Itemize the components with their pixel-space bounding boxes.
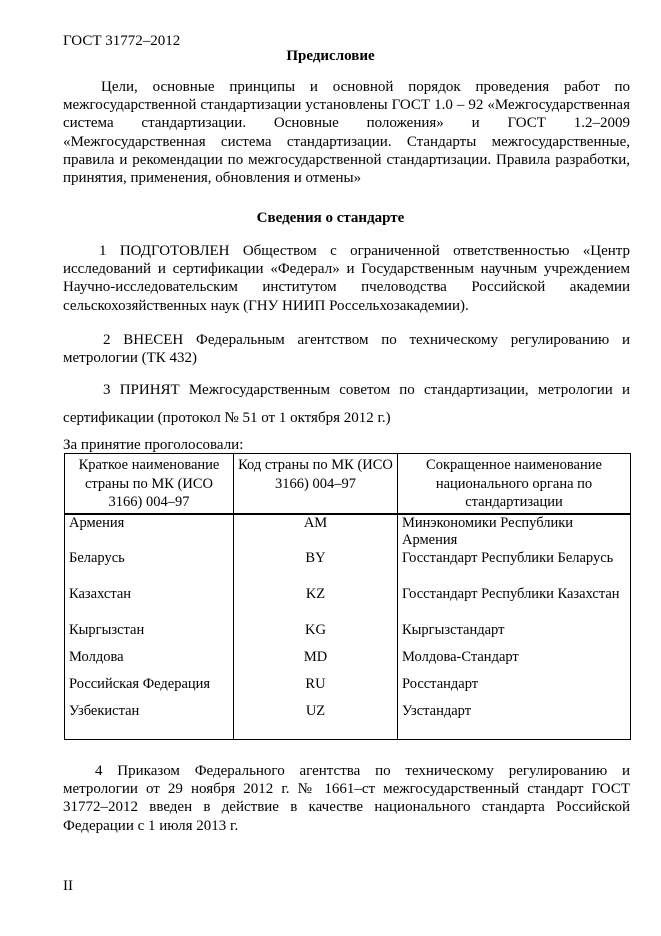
body-cell: Госстандарт Республики Беларусь <box>398 550 631 586</box>
table-row <box>65 550 631 586</box>
code-cell: UZ <box>234 703 398 740</box>
country-cell: Узбекистан <box>65 703 234 740</box>
info-item-1: 1 ПОДГОТОВЛЕН Обществом с ограниченной ответственностью «Центр исследований и сертификации «Федерал» и Государственным научным учреждением Научно-исследовательским институтом пчеловодства Российской академии сельскохозяйственных наук (ГНУ НИИП Россельхозакадемии). <box>63 243 630 314</box>
country-cell: Армения <box>65 514 234 550</box>
code-cell: AM <box>234 514 398 550</box>
code-cell: MD <box>234 649 398 676</box>
voted-label: За принятие проголосовали: <box>63 437 244 453</box>
page-number: II <box>63 878 73 894</box>
code-cell: BY <box>234 550 398 586</box>
body-cell: Росстандарт <box>398 676 631 703</box>
preface-title: Предисловие <box>286 48 375 64</box>
country-cell: Российская Федерация <box>65 676 234 703</box>
body-cell: Кыргызстандарт <box>398 622 631 649</box>
header-body: Сокращенное наименование национального органа по стандартизации <box>398 454 631 514</box>
code-cell: KG <box>234 622 398 649</box>
info-item-2: 2 ВНЕСЕН Федеральным агентством по техническому регулированию и метрологии (ТК 432) <box>63 332 630 367</box>
info-title: Сведения о стандарте <box>256 210 405 226</box>
document-header: ГОСТ 31772–2012 <box>63 33 181 49</box>
info-item-3-line-2: сертификации (протокол № 51 от 1 октября 2012 г.) <box>63 410 391 426</box>
header-country: Краткое наименование страны по МК (ИСО 3166) 004–97 <box>65 454 234 514</box>
preface-text: Цели, основные принципы и основной порядок проведения работ по межгосударственной стандартизации установлены ГОСТ 1.0 – 92 «Межгосударственная система стандартизации. Основные положения» и ГОСТ 1.2–2009 «Межгосударственная система стандартизации. Стандарты межгосударственные, правила и рекомендации по межгосударственной стандартизации. Правила разработки, принятия, применения, обновления и отмены» <box>63 79 630 187</box>
body-cell: Минэкономики Республики Армения <box>398 514 631 550</box>
table-row <box>65 649 631 676</box>
table-row <box>65 676 631 703</box>
table-row <box>65 514 631 550</box>
country-cell: Беларусь <box>65 550 234 586</box>
body-cell: Госстандарт Республики Казахстан <box>398 586 631 622</box>
country-cell: Кыргызстан <box>65 622 234 649</box>
code-cell: RU <box>234 676 398 703</box>
info-item-3-line-1: 3 ПРИНЯТ Межгосударственным советом по стандартизации, метрологии и <box>103 382 630 398</box>
body-cell: Узстандарт <box>398 703 631 740</box>
table-header-row <box>65 454 631 514</box>
table-row <box>65 703 631 740</box>
country-cell: Молдова <box>65 649 234 676</box>
info-item-4: 4 Приказом Федерального агентства по техническому регулированию и метрологии от 29 ноября 2012 г. № 1661–ст межгосударственный стандарт ГОСТ 31772–2012 введен в действие в качестве национального стандарта Российской Федерации с 1 июля 2013 г. <box>63 763 630 834</box>
body-cell: Молдова-Стандарт <box>398 649 631 676</box>
table-row <box>65 622 631 649</box>
voting-table <box>64 453 631 740</box>
country-cell: Казахстан <box>65 586 234 622</box>
code-cell: KZ <box>234 586 398 622</box>
header-code: Код страны по МК (ИСО 3166) 004–97 <box>234 454 398 514</box>
table-row <box>65 586 631 622</box>
